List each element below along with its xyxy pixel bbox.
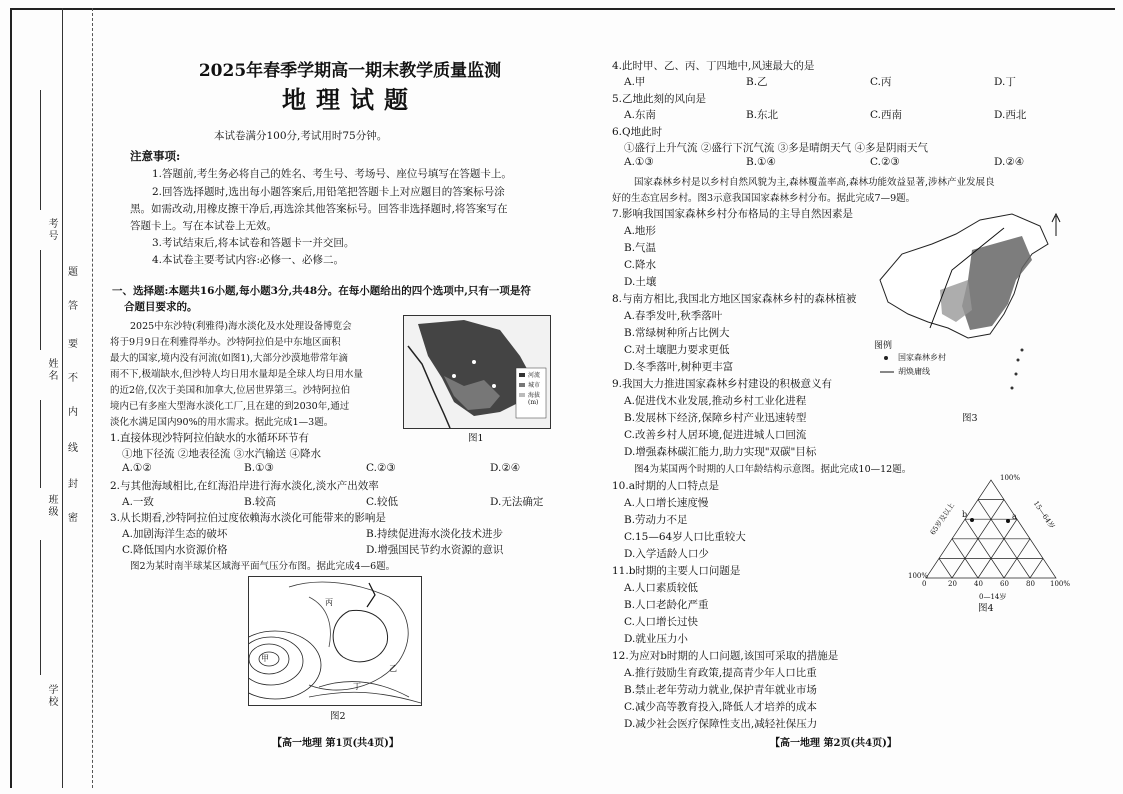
passage-line: 淡化水满足国内90%的用水需求。据此完成1—3题。 (110, 417, 334, 428)
notice-item: 黑。如需改动,用橡皮擦干净后,再选涂其他答案标号。回答非选择题时,将答案写在 (130, 203, 508, 215)
notice-item: 4.本试卷主要考试内容:必修一、必修二。 (152, 254, 345, 266)
q1-option-a[interactable]: A.①② (122, 462, 152, 474)
fig3-legend-title: 图例 (874, 341, 893, 351)
passage-3-cont: 好的生态宜居乡村。图3示意我国国家森林乡村分布。据此完成7—9题。 (612, 193, 916, 204)
q8-option-a[interactable]: A.春季发叶,秋季落叶 (624, 310, 723, 322)
q1-option-b[interactable]: B.①③ (244, 462, 274, 474)
exam-title: 2025年春季学期高一期末教学质量监测 (198, 61, 502, 81)
notice-item: 2.回答选择题时,选出每小题答案后,用铅笔把答题卡上对应题目的答案标号涂 (152, 186, 505, 198)
fig3-legend-item: 国家森林乡村 (898, 353, 946, 362)
seal-char: 不 (68, 373, 78, 384)
fig4-point-b: b (962, 510, 968, 519)
q4-option-a[interactable]: A.甲 (624, 76, 646, 88)
fig1-legend-item: 城市 (528, 382, 541, 389)
q8-stem: 8.与南方相比,我国北方地区国家森林乡村的森林植被 (612, 293, 857, 305)
q2-option-d[interactable]: D.无法确定 (490, 496, 544, 508)
seal-char: 内 (68, 407, 78, 418)
figure-1-caption: 图1 (468, 433, 484, 444)
q3-option-d[interactable]: D.增强国民节约水资源的意识 (366, 544, 504, 556)
q12-stem: 12.为应对b时期的人口问题,该国可采取的措施是 (612, 650, 839, 662)
figure-2-isobar-map (248, 576, 422, 706)
fig4-right-axis: 15—64岁 (1031, 499, 1057, 531)
passage-3: 国家森林乡村是以乡村自然风貌为主,森林覆盖率高,森林功能效益显著,涉林产业发展良 (634, 177, 995, 188)
subject-title: 地理试题 (282, 86, 418, 114)
figure-3-caption: 图3 (962, 413, 978, 424)
passage-line: 最大的国家,境内没有河流(如图1),大部分沙漠地带常年滴 (110, 353, 348, 364)
fig4-bottom-tick: 60 (1000, 580, 1009, 588)
fig4-bottom-tick: 80 (1026, 580, 1035, 588)
q5-option-c[interactable]: C.西南 (870, 109, 902, 121)
q9-option-c[interactable]: C.改善乡村人居环境,促进进城人口回流 (624, 429, 807, 441)
name-label: 姓名 (46, 358, 57, 382)
q10-option-a[interactable]: A.人口增长速度慢 (624, 497, 709, 509)
fig4-left-axis: 65岁及以上 (928, 501, 957, 537)
exam-no-label: 考号 (46, 218, 57, 242)
q5-option-d[interactable]: D.西北 (994, 109, 1027, 121)
q11-stem: 11.b时期的主要人口问题是 (612, 565, 741, 577)
q9-option-a[interactable]: A.促进伐木业发展,推动乡村工业化进程 (624, 395, 807, 407)
seal-char: 封 (68, 479, 78, 490)
binding-separator (62, 8, 63, 788)
footer-left: 【高一地理 第1页(共4页)】 (272, 738, 399, 749)
q9-option-d[interactable]: D.增强森林碳汇能力,助力实现"双碳"目标 (624, 446, 817, 458)
q9-option-b[interactable]: B.发展林下经济,保障乡村产业迅速转型 (624, 412, 807, 424)
section-heading: 一、选择题:本题共16小题,每小题3分,共48分。在每小题给出的四个选项中,只有一项是符 (112, 285, 531, 297)
name-line (40, 250, 41, 350)
q9-stem: 9.我国大力推进国家森林乡村建设的积极意义有 (612, 378, 833, 390)
q6-stem: 6.Q地此时 (612, 126, 663, 138)
exam-info: 本试卷满分100分,考试用时75分钟。 (214, 130, 388, 142)
q4-option-b[interactable]: B.乙 (746, 76, 768, 88)
q6-option-a[interactable]: A.①③ (624, 156, 654, 168)
q6-option-d[interactable]: D.②④ (994, 156, 1025, 168)
notice-item: 答题卡上。写在本试卷上无效。 (130, 220, 277, 232)
q7-stem: 7.影响我国国家森林乡村分布格局的主导自然因素是 (612, 208, 854, 220)
q11-option-a[interactable]: A.人口素质较低 (624, 582, 698, 594)
figure-2-caption: 图2 (330, 711, 346, 722)
figure-3-china-map (872, 210, 1068, 410)
q8-option-b[interactable]: B.常绿树种所占比例大 (624, 327, 730, 339)
q7-option-a[interactable]: A.地形 (624, 225, 656, 237)
passage-line: 境内已有多座大型海水淡化工厂,且在建的到2030年,通过 (110, 401, 350, 412)
notice-item: 1.答题前,考生务必将自己的姓名、考生号、考场号、座位号填写在答题卡上。 (152, 168, 512, 180)
q7-option-d[interactable]: D.土壤 (624, 276, 657, 288)
fig4-point-a: a (1012, 512, 1017, 521)
seal-char: 题 (68, 267, 78, 278)
fig4-bottom-tick: 40 (974, 580, 983, 588)
q3-option-a[interactable]: A.加剧海洋生态的破坏 (122, 528, 228, 540)
binding-dashed-line (92, 8, 93, 788)
passage-line: 雨不下,极端缺水,但沙特人均日用水量却是全球人均日用水量 (110, 369, 364, 380)
passage-2: 图2为某时南半球某区域海平面气压分布图。据此完成4—6题。 (130, 561, 396, 572)
frame-top-border (10, 8, 1115, 10)
class-line (40, 400, 41, 488)
fig4-bottom-tick: 0 (922, 580, 927, 588)
q10-option-b[interactable]: B.劳动力不足 (624, 514, 688, 526)
notice-heading: 注意事项: (130, 149, 181, 163)
q4-option-c[interactable]: C.丙 (870, 76, 892, 88)
q11-option-d[interactable]: D.就业压力小 (624, 633, 688, 645)
passage-4: 图4为某国两个时期的人口年龄结构示意图。据此完成10—12题。 (634, 464, 912, 475)
section-heading-cont: 合题目要求的。 (124, 301, 198, 313)
q11-option-c[interactable]: C.人口增长过快 (624, 616, 698, 628)
fig2-label-a: 丙 (325, 598, 333, 607)
passage-line: 的近2倍,仅次于美国和加拿大,位居世界第三。沙特阿拉伯 (110, 385, 351, 396)
q1-stem: 1.直接体现沙特阿拉伯缺水的水循环环节有 (110, 432, 310, 444)
q3-option-c[interactable]: C.降低国内水资源价格 (122, 544, 228, 556)
frame-left-border (10, 8, 12, 788)
seal-char: 答 (68, 301, 78, 312)
q10-option-c[interactable]: C.15—64岁人口比重较大 (624, 531, 746, 543)
q10-stem: 10.a时期的人口特点是 (612, 480, 719, 492)
q7-option-b[interactable]: B.气温 (624, 242, 657, 254)
seal-char: 密 (68, 513, 78, 524)
q1-option-c[interactable]: C.②③ (366, 462, 396, 474)
q11-option-b[interactable]: B.人口老龄化严重 (624, 599, 709, 611)
q6-option-b[interactable]: B.①④ (746, 156, 776, 168)
q1-option-d[interactable]: D.②④ (490, 462, 521, 474)
fig1-legend-item: 河流 (528, 372, 541, 379)
q12-option-a[interactable]: A.推行鼓励生育政策,提高青少年人口比重 (624, 667, 817, 679)
q5-stem: 5.乙地此刻的风向是 (612, 93, 707, 105)
figure-4-caption: 图4 (978, 603, 994, 614)
q3-stem: 3.从长期看,沙特阿拉伯过度依赖海水淡化可能带来的影响是 (110, 512, 386, 524)
school-label: 学校 (46, 684, 57, 708)
fig4-bottom-tick: 100% (1050, 580, 1071, 588)
q6-option-c[interactable]: C.②③ (870, 156, 900, 168)
q4-stem: 4.此时甲、乙、丙、丁四地中,风速最大的是 (612, 60, 815, 72)
school-line (40, 540, 41, 675)
q8-option-d[interactable]: D.冬季落叶,树种更丰富 (624, 361, 734, 373)
footer-right: 【高一地理 第2页(共4页)】 (770, 738, 897, 749)
q12-option-c[interactable]: C.减少高等教育投入,降低人才培养的成本 (624, 701, 817, 713)
fig2-label-c: 乙 (389, 664, 397, 673)
fig4-left-tick: 100% (908, 572, 929, 580)
fig4-top-tick: 100% (1000, 474, 1021, 482)
q5-option-a[interactable]: A.东南 (624, 109, 656, 121)
class-label: 班级 (46, 494, 57, 518)
q8-option-c[interactable]: C.对土壤肥力要求更低 (624, 344, 730, 356)
fig1-legend-item: 海拔(m) (528, 392, 541, 406)
q2-stem: 2.与其他海域相比,在红海沿岸进行海水淡化,淡水产出效率 (110, 480, 379, 492)
notice-item: 3.考试结束后,将本试卷和答题卡一并交回。 (152, 237, 355, 249)
q5-option-b[interactable]: B.东北 (746, 109, 779, 121)
passage-line: 将于9月9日在利雅得举办。沙特阿拉伯是中东地区面积 (110, 337, 341, 348)
q1-items: ①地下径流 ②地表径流 ③水汽输送 ④降水 (122, 448, 322, 460)
fig4-bottom-axis: 0—14岁 (979, 593, 1007, 601)
q7-option-c[interactable]: C.降水 (624, 259, 656, 271)
q2-option-c[interactable]: C.较低 (366, 496, 398, 508)
figure-1-map (403, 315, 551, 429)
seal-char: 线 (68, 443, 78, 454)
seal-char: 要 (68, 339, 78, 350)
passage-line: 2025中东沙特(利雅得)海水淡化及水处理设备博览会 (130, 321, 352, 332)
fig2-label-d: 丁 (353, 682, 361, 691)
exam-no-line (40, 90, 41, 210)
fig2-label-b: 甲 (261, 654, 269, 663)
q3-option-b[interactable]: B.持续促进海水淡化技术进步 (366, 528, 504, 540)
q10-option-d[interactable]: D.入学适龄人口少 (624, 548, 709, 560)
q12-option-d[interactable]: D.减少社会医疗保障性支出,减轻社保压力 (624, 718, 818, 730)
q4-option-d[interactable]: D.丁 (994, 76, 1016, 88)
q2-option-b[interactable]: B.较高 (244, 496, 277, 508)
fig3-legend-item: 胡焕庸线 (898, 367, 930, 376)
q12-option-b[interactable]: B.禁止老年劳动力就业,保护青年就业市场 (624, 684, 817, 696)
q6-items: ①盛行上升气流 ②盛行下沉气流 ③多是晴朗天气 ④多是阴雨天气 (624, 142, 929, 154)
fig4-bottom-tick: 20 (948, 580, 957, 588)
q2-option-a[interactable]: A.一致 (122, 496, 154, 508)
figure-4-ternary-chart (904, 474, 1074, 614)
